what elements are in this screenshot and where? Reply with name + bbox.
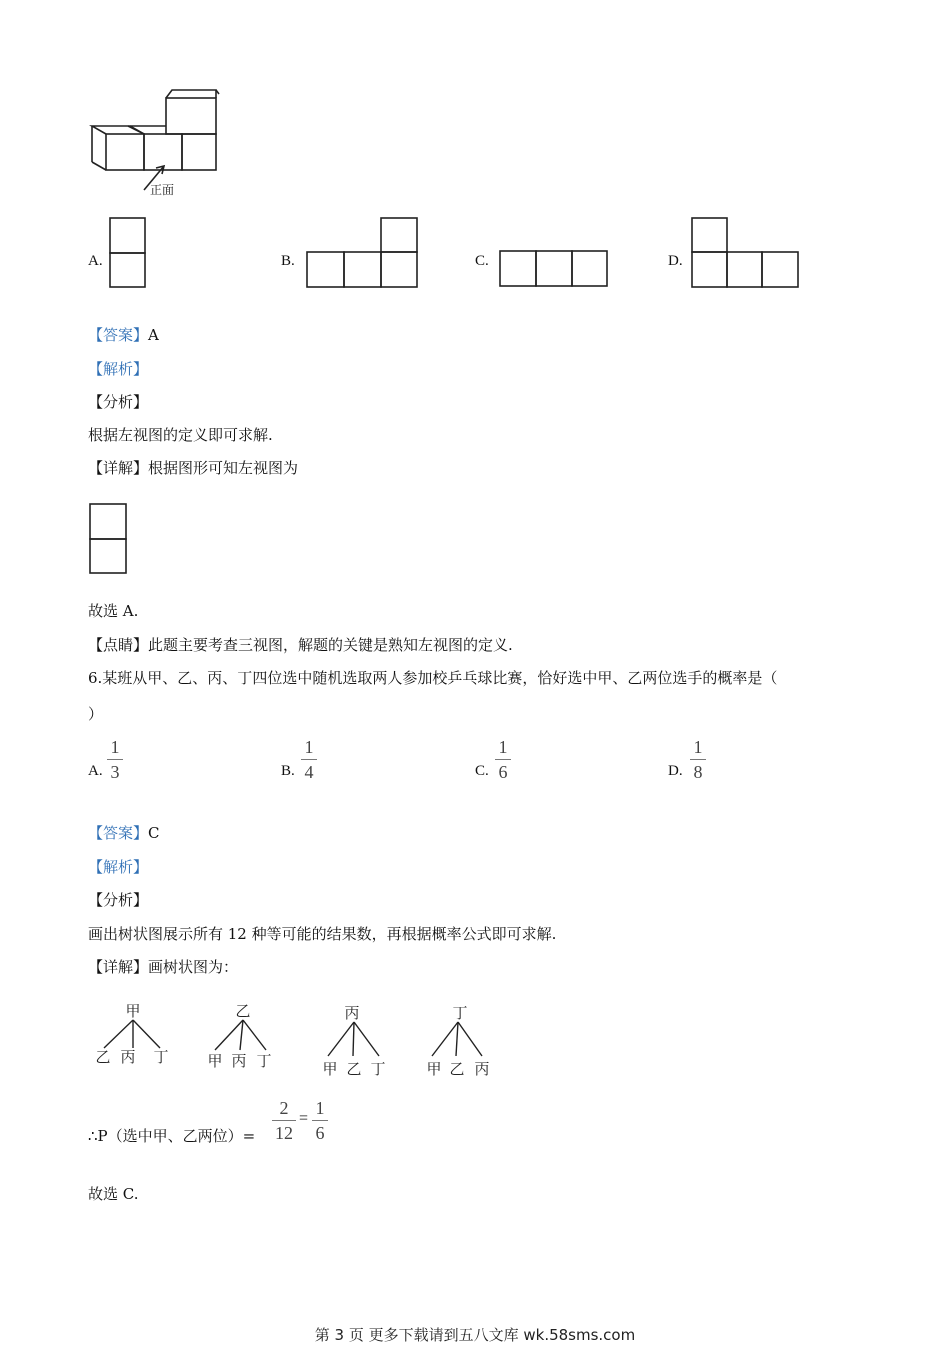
q6-choose: 故选 C. [88,1185,139,1203]
q6-option-c-num: 1 [498,737,508,757]
q6-fenxi-text: 画出树状图展示所有 12 种等可能的结果数，再根据概率公式即可求解. [88,925,557,943]
tree-4-root: 丁 [452,1004,468,1022]
q6-answer-line [88,822,160,843]
q6-analysis-tag: 【解析】 [88,858,149,876]
tree-diagram [88,996,508,1084]
tree-3-leaf-2: 乙 [346,1060,362,1078]
q6-option-b-den: 4 [304,762,314,782]
q5-choose: 故选 A. [88,602,139,620]
page-footer: 第 3 页 更多下载请到五八文库 wk.58sms.com [314,1326,636,1344]
q5-comment-line [88,634,513,655]
q6-option-d-num: 1 [693,737,703,757]
q6-option-b-fraction [301,737,317,782]
left-view-figure [88,502,130,576]
q6-option-a-den: 3 [110,762,120,782]
q6-detail-line [88,956,238,977]
q6-option-d-letter: D. [668,763,683,779]
q5-option-d-letter: D. [668,253,683,269]
q5-answer-line [88,324,159,345]
q5-analysis-tag: 【解析】 [88,360,149,378]
tree-3-leaf-3: 丁 [370,1060,386,1078]
q6-frac1-num: 2 [279,1098,289,1118]
q6-option-a-fraction [107,737,123,782]
q5-option-b-letter: B. [281,253,295,269]
tree-4-leaf-2: 乙 [449,1060,465,1078]
tree-3-root: 丙 [344,1004,360,1022]
tree-1-leaf-3: 丁 [153,1048,169,1066]
tree-2-leaf-3: 丁 [256,1052,272,1070]
q5-option-c-letter: C. [475,253,489,269]
q5-option-a-letter: A. [88,253,103,269]
q6-fenxi-tag: 【分析】 [88,891,149,909]
front-label: 正面 [150,183,175,197]
tree-2-root: 乙 [235,1002,251,1020]
tree-1-leaf-1: 乙 [95,1048,111,1066]
q6-prob-prefix: ∴P（选中甲、乙两位）= [88,1127,256,1145]
q6-option-b-num: 1 [304,737,314,757]
q5-fenxi-tag: 【分析】 [88,393,149,411]
q6-stem-line1: 6.某班从甲、乙、丙、丁四位选中随机选取两人参加校乒乓球比赛，恰好选中甲、乙两位选手的概率是（ [88,669,778,687]
q5-comment-text: 此题主要考查三视图，解题的关键是熟知左视图的定义. [148,636,513,654]
q5-comment-tag: 【点睛】 [88,636,149,654]
tree-4-leaf-3: 丙 [474,1060,490,1078]
q6-option-c-fraction [495,737,511,782]
q6-option-c-den: 6 [498,762,508,782]
tree-1-leaf-2: 丙 [120,1048,136,1066]
q6-stem-line2: ） [88,705,104,723]
q6-option-b-letter: B. [281,763,295,779]
q6-option-a-num: 1 [110,737,120,757]
q5-detail-text: 根据图形可知左视图为 [148,459,299,477]
q5-option-a-figure [108,216,148,290]
q6-prob-fraction-1 [272,1098,296,1143]
q6-option-d-fraction [690,737,706,782]
q5-answer-tag: 【答案】 [88,326,149,344]
tree-3-leaf-1: 甲 [322,1060,338,1078]
q6-detail-text: 画树状图为： [148,958,239,976]
q5-option-d-figure [690,216,802,290]
q6-prob-fraction-2 [312,1098,328,1143]
block-figure [86,84,226,202]
q5-detail-line [88,457,298,478]
q6-frac2-den: 6 [315,1123,325,1143]
tree-2-leaf-2: 丙 [231,1052,247,1070]
q6-option-c-letter: C. [475,763,489,779]
q5-option-c-figure [498,249,610,289]
q5-option-b-figure [305,216,421,290]
q6-frac1-den: 12 [275,1123,293,1143]
q6-answer-value: C [148,824,160,842]
q6-frac2-num: 1 [315,1098,325,1118]
q5-detail-tag: 【详解】 [88,459,149,477]
q6-detail-tag: 【详解】 [88,958,149,976]
q6-option-d-den: 8 [693,762,703,782]
tree-2-leaf-1: 甲 [207,1052,223,1070]
q6-option-a-letter: A. [88,763,103,779]
q5-fenxi-text: 根据左视图的定义即可求解. [88,426,273,444]
q5-answer-value: A [148,326,159,344]
q6-answer-tag: 【答案】 [88,824,149,842]
tree-4-leaf-1: 甲 [426,1060,442,1078]
tree-1-root: 甲 [125,1002,141,1020]
q6-equals: = [299,1110,309,1127]
